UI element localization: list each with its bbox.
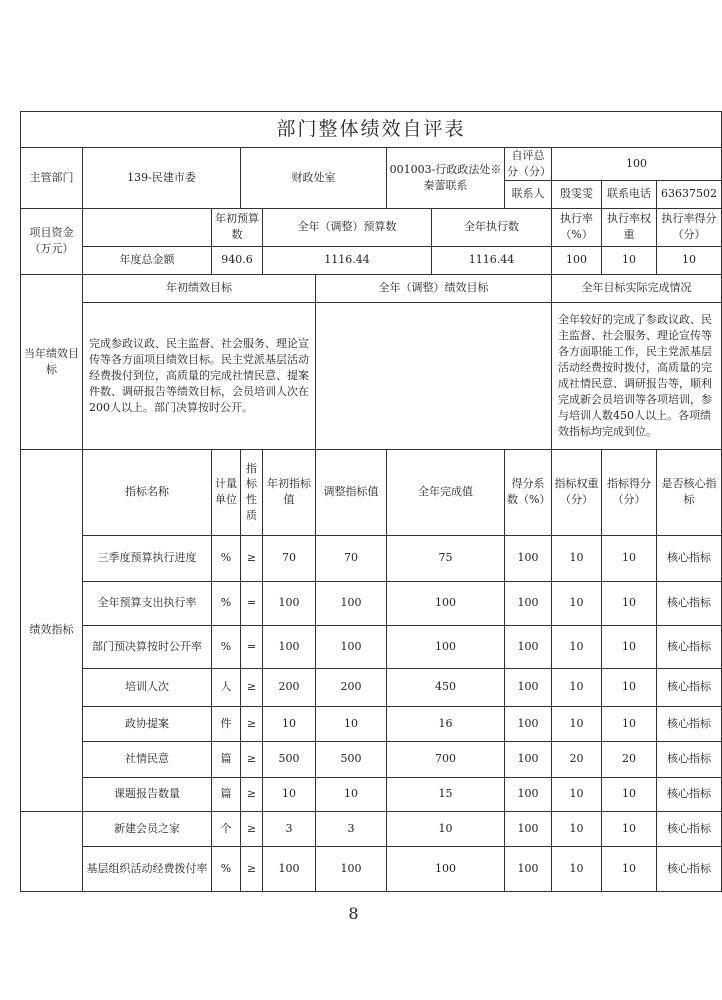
ind-header-actual: 全年完成值 [387, 449, 505, 535]
score-label: 自评总分（分） [505, 148, 552, 181]
indicator-nature: ≥ [241, 846, 263, 891]
indicator-unit: 个 [212, 811, 241, 846]
indicator-actual: 75 [387, 535, 505, 581]
funds-executed: 1116.44 [432, 246, 552, 274]
indicator-actual: 15 [387, 777, 505, 811]
funds-label: 项目资金（万元） [21, 208, 83, 274]
indicator-name: 全年预算支出执行率 [83, 581, 212, 625]
goals-actual-text: 全年较好的完成了参政议政、民主监督、社会服务、理论宣传等各方面职能工作，民主党派基层活动经费按时拨付，高质量的完成社情民意、调研报告等，顺利完成新会员培训等各项培训，参与培训人数450人以上。各项绩效指标均完成到位。 [552, 302, 722, 449]
indicator-name: 培训人次 [83, 668, 212, 706]
indicator-initial: 100 [263, 846, 316, 891]
indicator-initial: 10 [263, 706, 316, 741]
table-row [21, 741, 722, 777]
indicator-weight: 10 [552, 668, 602, 706]
contact-value: 殷雯雯 [552, 180, 602, 208]
indicator-weight: 10 [552, 535, 602, 581]
indicator-nature: ≥ [241, 741, 263, 777]
ind-header-nature: 指标性质 [241, 449, 263, 535]
indicator-adjusted: 100 [316, 846, 387, 891]
indicator-coef: 100 [505, 535, 552, 581]
indicator-adjusted: 100 [316, 625, 387, 668]
indicator-coef: 100 [505, 811, 552, 846]
finance-label: 财政处室 [241, 148, 387, 209]
funds-col-rate: 执行率（%） [552, 208, 602, 246]
score-value: 100 [552, 148, 722, 181]
funds-score: 10 [657, 246, 722, 274]
table-row [21, 535, 722, 581]
indicator-unit: % [212, 581, 241, 625]
indicator-score: 10 [602, 625, 657, 668]
ind-header-name: 指标名称 [83, 449, 212, 535]
table-row [21, 668, 722, 706]
indicators-label: 绩效指标 [21, 449, 83, 811]
phone-value: 63637502 [657, 180, 722, 208]
indicator-actual: 10 [387, 811, 505, 846]
goals-initial-text: 完成参政议政、民主监督、社会服务、理论宣传等各方面项目绩效目标。民主党派基层活动经费拨付到位，高质量的完成社情民意、提案件数、调研报告等绩效目标，会员培训人次在200人以上。部门决算按时公开。 [83, 302, 316, 449]
indicator-nature: ≥ [241, 777, 263, 811]
indicator-nature: ≥ [241, 706, 263, 741]
table-row [21, 777, 722, 811]
funds-adjusted: 1116.44 [263, 246, 432, 274]
indicator-score: 20 [602, 741, 657, 777]
goals-col-initial: 年初绩效目标 [83, 274, 316, 302]
indicator-initial: 200 [263, 668, 316, 706]
dept-label: 主管部门 [21, 148, 83, 209]
indicator-core: 核心指标 [657, 668, 722, 706]
ind-header-initial: 年初指标值 [263, 449, 316, 535]
indicator-score: 10 [602, 535, 657, 581]
indicator-core: 核心指标 [657, 741, 722, 777]
indicator-name: 政协提案 [83, 706, 212, 741]
indicator-initial: 10 [263, 777, 316, 811]
funds-rate: 100 [552, 246, 602, 274]
funds-col-weight: 执行率权重 [602, 208, 657, 246]
indicator-initial: 100 [263, 581, 316, 625]
indicator-nature: ≥ [241, 668, 263, 706]
goals-col-actual: 全年目标实际完成情况 [552, 274, 722, 302]
indicator-nature: = [241, 625, 263, 668]
contact-label: 联系人 [505, 180, 552, 208]
indicator-nature: ≥ [241, 811, 263, 846]
indicator-coef: 100 [505, 741, 552, 777]
page-number: 8 [348, 904, 359, 923]
indicator-adjusted: 500 [316, 741, 387, 777]
indicator-core: 核心指标 [657, 535, 722, 581]
indicator-actual: 100 [387, 625, 505, 668]
funds-initial: 940.6 [212, 246, 263, 274]
indicator-name: 基层组织活动经费拨付率 [83, 846, 212, 891]
funds-col-score: 执行率得分（分） [657, 208, 722, 246]
indicator-weight: 10 [552, 625, 602, 668]
funds-col-executed: 全年执行数 [432, 208, 552, 246]
indicator-score: 10 [602, 706, 657, 741]
indicator-coef: 100 [505, 846, 552, 891]
indicator-initial: 70 [263, 535, 316, 581]
indicator-nature: ≥ [241, 535, 263, 581]
indicator-actual: 100 [387, 846, 505, 891]
indicator-actual: 100 [387, 581, 505, 625]
phone-label: 联系电话 [602, 180, 657, 208]
indicator-coef: 100 [505, 777, 552, 811]
indicator-initial: 500 [263, 741, 316, 777]
indicator-name: 课题报告数量 [83, 777, 212, 811]
indicator-name: 社情民意 [83, 741, 212, 777]
indicator-adjusted: 200 [316, 668, 387, 706]
indicator-actual: 700 [387, 741, 505, 777]
finance-value: 001003-行政政法处※秦蕾联系 [387, 148, 505, 209]
indicator-name: 三季度预算执行进度 [83, 535, 212, 581]
indicator-unit: % [212, 535, 241, 581]
indicator-unit: % [212, 625, 241, 668]
indicator-score: 10 [602, 846, 657, 891]
ind-header-unit: 计量单位 [212, 449, 241, 535]
indicator-unit: % [212, 846, 241, 891]
indicator-score: 10 [602, 811, 657, 846]
funds-row-label: 年度总金额 [83, 246, 212, 274]
indicator-weight: 10 [552, 846, 602, 891]
indicator-core: 核心指标 [657, 777, 722, 811]
indicator-weight: 10 [552, 581, 602, 625]
indicator-core: 核心指标 [657, 706, 722, 741]
indicator-nature: = [241, 581, 263, 625]
table-row [21, 811, 722, 846]
indicator-core: 核心指标 [657, 811, 722, 846]
indicator-coef: 100 [505, 581, 552, 625]
table-row [21, 625, 722, 668]
indicator-weight: 10 [552, 811, 602, 846]
indicator-adjusted: 70 [316, 535, 387, 581]
indicator-core: 核心指标 [657, 625, 722, 668]
indicator-initial: 3 [263, 811, 316, 846]
indicator-unit: 篇 [212, 777, 241, 811]
table-row [21, 581, 722, 625]
funds-weight: 10 [602, 246, 657, 274]
indicator-coef: 100 [505, 706, 552, 741]
funds-col-initial: 年初预算数 [212, 208, 263, 246]
ind-header-adjusted: 调整指标值 [316, 449, 387, 535]
indicator-actual: 450 [387, 668, 505, 706]
indicator-weight: 10 [552, 706, 602, 741]
ind-header-score: 指标得分（分） [602, 449, 657, 535]
self-evaluation-table [20, 111, 722, 892]
indicator-coef: 100 [505, 668, 552, 706]
ind-header-core: 是否核心指标 [657, 449, 722, 535]
indicator-name: 新建会员之家 [83, 811, 212, 846]
indicator-unit: 篇 [212, 741, 241, 777]
indicator-core: 核心指标 [657, 846, 722, 891]
dept-value: 139-民建市委 [83, 148, 241, 209]
indicator-score: 10 [602, 777, 657, 811]
indicator-score: 10 [602, 581, 657, 625]
indicator-adjusted: 10 [316, 706, 387, 741]
indicator-score: 10 [602, 668, 657, 706]
page-title: 部门整体绩效自评表 [21, 112, 722, 148]
indicator-core: 核心指标 [657, 581, 722, 625]
table-row [21, 846, 722, 891]
goals-adjusted-text [316, 302, 552, 449]
indicator-adjusted: 3 [316, 811, 387, 846]
indicator-initial: 100 [263, 625, 316, 668]
indicator-weight: 20 [552, 741, 602, 777]
ind-header-coef: 得分系数（%） [505, 449, 552, 535]
funds-col-adjusted: 全年（调整）预算数 [263, 208, 432, 246]
indicator-unit: 件 [212, 706, 241, 741]
goals-label: 当年绩效目标 [21, 274, 83, 449]
indicator-name: 部门预决算按时公开率 [83, 625, 212, 668]
indicator-adjusted: 10 [316, 777, 387, 811]
goals-col-adjusted: 全年（调整）绩效目标 [316, 274, 552, 302]
indicator-coef: 100 [505, 625, 552, 668]
table-row [21, 706, 722, 741]
indicator-unit: 人 [212, 668, 241, 706]
indicator-adjusted: 100 [316, 581, 387, 625]
ind-header-weight: 指标权重（分） [552, 449, 602, 535]
indicator-actual: 16 [387, 706, 505, 741]
indicator-weight: 10 [552, 777, 602, 811]
